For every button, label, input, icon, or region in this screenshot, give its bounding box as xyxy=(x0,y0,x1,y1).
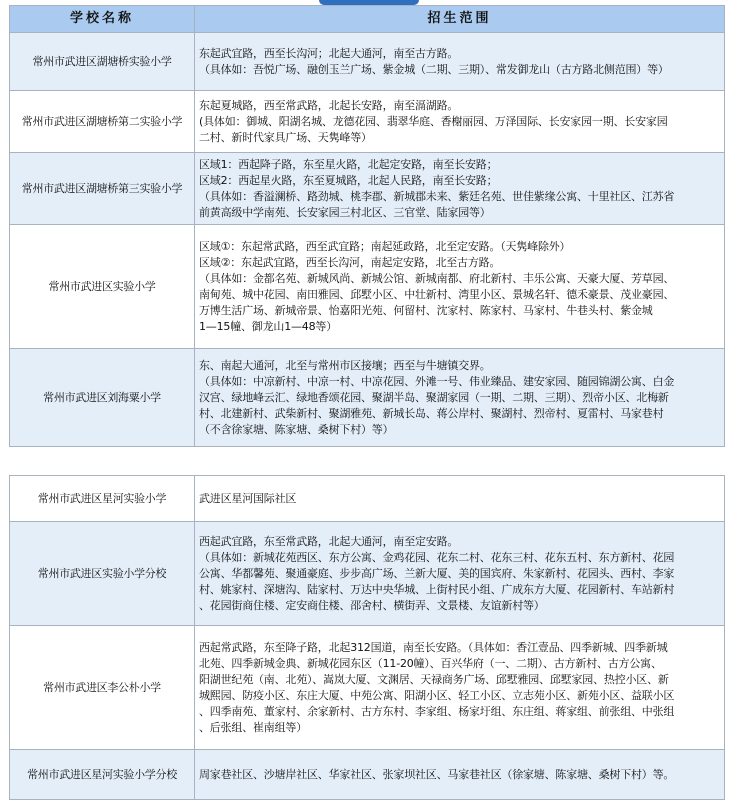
table-row xyxy=(10,33,725,91)
range-line: 村、北建新村、武柴新村、聚湖雅苑、新城长岛、蒋公岸村、聚湖村、烈帝村、夏雷村、马家巷村 xyxy=(199,406,664,420)
enrollment-range-cell xyxy=(195,522,725,626)
range-line: 阳湖世纪苑（南、北苑）、嵩岚大厦、文渊居、天禄商务广场、邱墅雅园、邱墅家园、热控小区、新 xyxy=(199,672,669,686)
school-name-cell: 常州市武进区星河实验小学 xyxy=(10,476,195,522)
range-line: 区域2：西起星火路，东至夏城路，北起人民路，南至长安路； xyxy=(199,173,498,187)
table-header-row xyxy=(10,6,725,33)
enrollment-range-cell xyxy=(195,750,725,800)
table-row xyxy=(10,153,725,225)
table-1-body xyxy=(10,33,725,447)
enrollment-table-2 xyxy=(9,475,725,800)
range-line: 区域1：西起降子路，东至星火路，北起定安路，南至长安路； xyxy=(199,157,498,171)
school-name-cell: 常州市武进区湖塘桥实验小学 xyxy=(10,33,195,91)
header-enrollment-range: 招生范围 xyxy=(195,6,725,33)
table-row xyxy=(10,476,725,522)
range-line: （具体如：金都名苑、新城风尚、新城公馆、新城南都、府北新村、丰乐公寓、天豪大厦、芳草园、 xyxy=(199,271,675,285)
range-line: 、花园街商住楼、定安商住楼、邵舍村、横街弄、文景楼、友谊新村等） xyxy=(199,598,545,612)
enrollment-range-cell xyxy=(195,91,725,153)
table-row xyxy=(10,750,725,800)
enrollment-range-cell xyxy=(195,476,725,522)
range-line: 北苑、四季新城金典、新城花园东区（11-20幢）、百兴华府（一、二期）、古方新村、古方公寓、 xyxy=(199,656,662,670)
school-name-cell: 常州市武进区刘海粟小学 xyxy=(10,349,195,447)
enrollment-table-1 xyxy=(9,5,725,447)
range-line: （具体如：中凉新村、中凉一村、中凉花园、外滩一号、伟业臻品、建安家园、随园锦湖公寓、白金 xyxy=(199,374,675,388)
range-line: 南甸苑、城中花园、南田雅园、邱墅小区、中壮新村、湾里小区、景城名轩、德禾豪景、茂业豪园、 xyxy=(199,287,675,301)
range-line: （具体如：香溢澜桥、路劲城、桃李郡、新城郡未来、紫廷名苑、世佳紫缘公寓、十里社区、江苏省 xyxy=(199,189,675,203)
school-name-cell: 常州市武进区实验小学分校 xyxy=(10,522,195,626)
table-row xyxy=(10,522,725,626)
table-2-body xyxy=(10,476,725,800)
range-line: 1—15幢、御龙山1—48等） xyxy=(199,319,337,333)
range-line: 村、姚家村、深塘沟、陆家村、万达中央华城、上街村民小组、广成东方大厦、花园新村、车站新村 xyxy=(199,582,675,596)
range-line: 公寓、华都馨苑、聚通豪庭、步步高广场、兰新大厦、美的国宾府、朱家新村、花园头、西村、李家 xyxy=(199,566,675,580)
range-line: 二村、新时代家具广场、天隽峰等） xyxy=(199,130,372,144)
enrollment-range-cell xyxy=(195,349,725,447)
table-row xyxy=(10,225,725,349)
enrollment-range-cell xyxy=(195,225,725,349)
school-name-cell: 常州市武进区实验小学 xyxy=(10,225,195,349)
range-line: 、四季南苑、董家村、余家新村、古方东村、李家组、杨家圩组、东庄组、蒋家组、前张组、中张组 xyxy=(199,704,675,718)
range-line: （具体如：吾悦广场、融创玉兰广场、紫金城（二期、三期）、常发御龙山（古方路北侧范围）等） xyxy=(199,62,669,76)
range-line: （不含徐家塘、陈家塘、桑树下村）等） xyxy=(199,422,394,436)
school-name-cell: 常州市武进区李公朴小学 xyxy=(10,626,195,750)
range-line: 东起武宜路，西至长沟河；北起大通河，南至古方路。 xyxy=(199,46,459,60)
range-line: 汉宫、绿地峰云汇、绿地香颂花园、聚湖半岛、聚湖家园（一期、二期、三期）、烈帝小区、北梅新 xyxy=(199,390,669,404)
range-line: 区域②：东起武宜路，西至长沟河，南起定安路，北至古方路。 xyxy=(199,255,501,269)
table-row xyxy=(10,91,725,153)
range-line: 城熙园、防疫小区、东庄大厦、中苑公寓、阳湖小区、轻工小区、立志苑小区、新苑小区、益联小区 xyxy=(199,688,675,702)
range-line: （具体如：新城花苑西区、东方公寓、金鸡花园、花东二村、花东三村、花东五村、东方新村、花园 xyxy=(199,550,675,564)
range-line: 、后张组、崔南组等） xyxy=(199,720,307,734)
enrollment-range-cell xyxy=(195,153,725,225)
range-line: 前黄高级中学南苑、长安家园三村北区、三官堂、陆家园等） xyxy=(199,205,491,219)
range-line: 东、南起大通河，北至与常州市区接壤；西至与牛塘镇交界。 xyxy=(199,358,491,372)
range-line: 区域①：东起常武路，西至武宜路；南起延政路，北至定安路。（天隽峰除外） xyxy=(199,239,571,253)
school-name-cell: 常州市武进区湖塘桥第三实验小学 xyxy=(10,153,195,225)
header-school-name: 学校名称 xyxy=(10,6,195,33)
range-line: 东起夏城路，西至常武路，北起长安路，南至滆湖路。 xyxy=(199,98,459,112)
school-name-cell: 常州市武进区湖塘桥第二实验小学 xyxy=(10,91,195,153)
table-row xyxy=(10,349,725,447)
enrollment-range-cell xyxy=(195,33,725,91)
table-row xyxy=(10,626,725,750)
range-line: 武进区星河国际社区 xyxy=(199,491,297,505)
enrollment-range-cell xyxy=(195,626,725,750)
school-name-cell: 常州市武进区星河实验小学分校 xyxy=(10,750,195,800)
range-line: 周家巷社区、沙塘岸社区、华家社区、张家坝社区、马家巷社区（徐家塘、陈家塘、桑树下村）等。 xyxy=(199,767,675,781)
range-line: 西起武宜路，东至常武路，北起大通河，南至定安路。 xyxy=(199,534,459,548)
range-line: 西起常武路，东至降子路，北起312国道，南至长安路。（具体如：香江壹品、四季新城、四季新城 xyxy=(199,640,668,654)
range-line: (具体如：御城、阳湖名城、龙德花园、翡翠华庭、香榭丽园、万泽国际、长安家园一期、长安家园 xyxy=(199,114,668,128)
range-line: 万博生活广场、新城帝景、怡嘉阳光苑、何留村、沈家村、陈家村、马家村、牛巷头村、紫金城 xyxy=(199,303,653,317)
